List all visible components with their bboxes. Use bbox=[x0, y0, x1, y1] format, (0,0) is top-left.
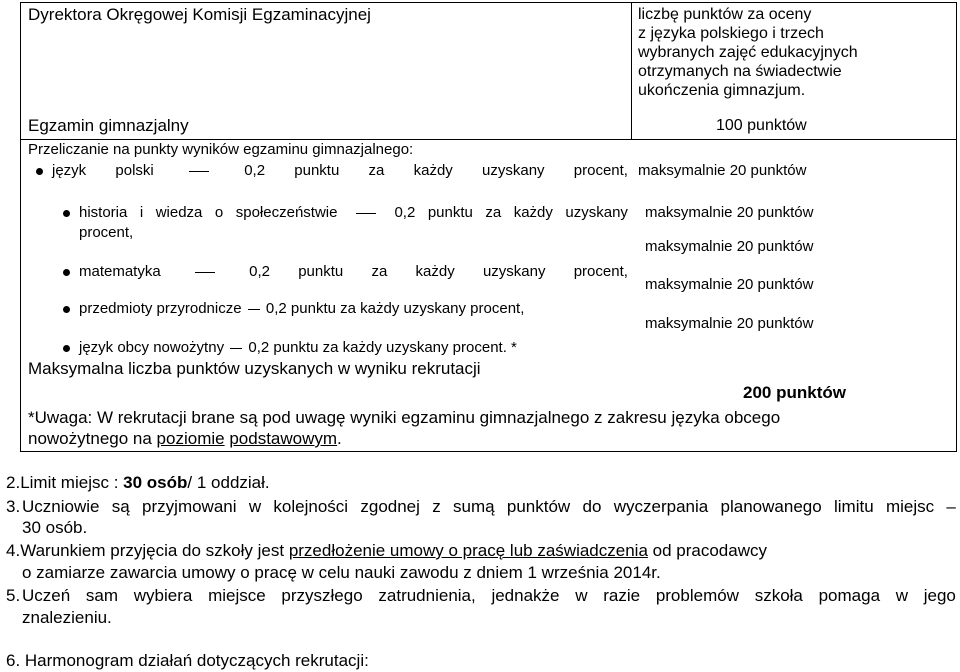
table-border-right bbox=[956, 2, 957, 452]
cell-top-right-line-1: liczbę punktów za oceny bbox=[638, 6, 812, 23]
row-foreign-text: język obcy nowożytny 0,2 punktu za każdy uzyskany procent. * bbox=[79, 339, 517, 356]
row-math-points-a: maksymalnie 20 punktów bbox=[645, 238, 814, 255]
conversion-heading: Przeliczanie na punkty wyników egzaminu gimnazjalnego: bbox=[28, 141, 414, 158]
dash-icon bbox=[189, 171, 209, 172]
list-item-4-line-2: o zamiarze zawarcia umowy o pracę w celu nauki zawodu z dniem 1 września 2014r. bbox=[22, 563, 661, 582]
list-item-2: 2.Limit miejsc : 30 osób/ 1 oddział. bbox=[6, 473, 270, 492]
list-item-6: 6. Harmonogram działań dotyczących rekrutacji: bbox=[6, 651, 369, 670]
table-row-divider bbox=[20, 139, 957, 140]
bullet-icon bbox=[63, 306, 70, 313]
dash-icon bbox=[356, 213, 376, 214]
note-line-1: *Uwaga: W rekrutacji brane są pod uwagę wyniki egzaminu gimnazjalnego z zakresu języka obcego bbox=[28, 408, 781, 427]
exam-label: Egzamin gimnazjalny bbox=[28, 116, 189, 135]
list-item-4-line-1: 4.Warunkiem przyjęcia do szkoły jest przedłożenie umowy o pracę lub zaświadczenia od pracodawcy bbox=[6, 541, 767, 560]
bullet-icon bbox=[36, 168, 43, 175]
row-history-text: historia i wiedza o społeczeństwie 0,2 punktu za każdy uzyskany bbox=[79, 204, 628, 221]
list-item-5-line-1: Uczeń sam wybiera miejsce przyszłego zatrudnienia, jednakże w razie problemów szkoła pomaga w jego bbox=[22, 586, 956, 605]
exam-points: 100 punktów bbox=[716, 117, 807, 134]
dash-icon bbox=[230, 348, 242, 349]
table-border-left bbox=[20, 2, 21, 452]
max-label: Maksymalna liczba punktów uzyskanych w wyniku rekrutacji bbox=[28, 359, 481, 378]
row-science-text: przedmioty przyrodnicze 0,2 punktu za każdy uzyskany procent, bbox=[79, 300, 525, 317]
list-item-3-line-2: 30 osób. bbox=[22, 518, 88, 537]
bullet-icon bbox=[63, 345, 70, 352]
cell-top-left: Dyrektora Okręgowej Komisji Egzaminacyjnej bbox=[28, 5, 371, 24]
bullet-icon bbox=[63, 269, 70, 276]
row-polish-text: język polski 0,2 punktu za każdy uzyskany procent, bbox=[52, 162, 628, 179]
row-polish-points: maksymalnie 20 punktów bbox=[638, 162, 807, 179]
list-item-3-line-1: Uczniowie są przyjmowani w kolejności zgodnej z sumą punktów do wyczerpania planowanego limitu miejsc – bbox=[22, 497, 956, 516]
cell-top-right-line-3: wybranych zajęć edukacyjnych bbox=[638, 44, 858, 61]
list-item-3-number: 3. bbox=[6, 497, 21, 516]
row-math-text: matematyka 0,2 punktu za każdy uzyskany procent, bbox=[79, 263, 628, 280]
cell-top-right-line-4: otrzymanych na świadectwie bbox=[638, 63, 842, 80]
row-history-points: maksymalnie 20 punktów bbox=[645, 204, 814, 221]
dash-icon bbox=[195, 272, 215, 273]
cell-top-right-line-5: ukończenia gimnazjum. bbox=[638, 82, 806, 99]
row-history-continuation: procent, bbox=[79, 224, 134, 241]
max-points: 200 punktów bbox=[743, 383, 846, 402]
table-column-divider bbox=[631, 2, 632, 139]
list-item-5-number: 5. bbox=[6, 586, 21, 605]
table-border-bottom bbox=[20, 451, 957, 452]
row-science-points: maksymalnie 20 punktów bbox=[645, 276, 814, 293]
cell-top-right-line-2: z języka polskiego i trzech bbox=[638, 25, 824, 42]
list-item-5-line-2: znalezieniu. bbox=[22, 608, 112, 627]
table-border-top bbox=[20, 2, 957, 3]
bullet-icon bbox=[63, 210, 70, 217]
note-line-2: nowożytnego na poziomie podstawowym. bbox=[28, 429, 342, 448]
dash-icon bbox=[248, 309, 260, 310]
row-foreign-points: maksymalnie 20 punktów bbox=[645, 315, 814, 332]
